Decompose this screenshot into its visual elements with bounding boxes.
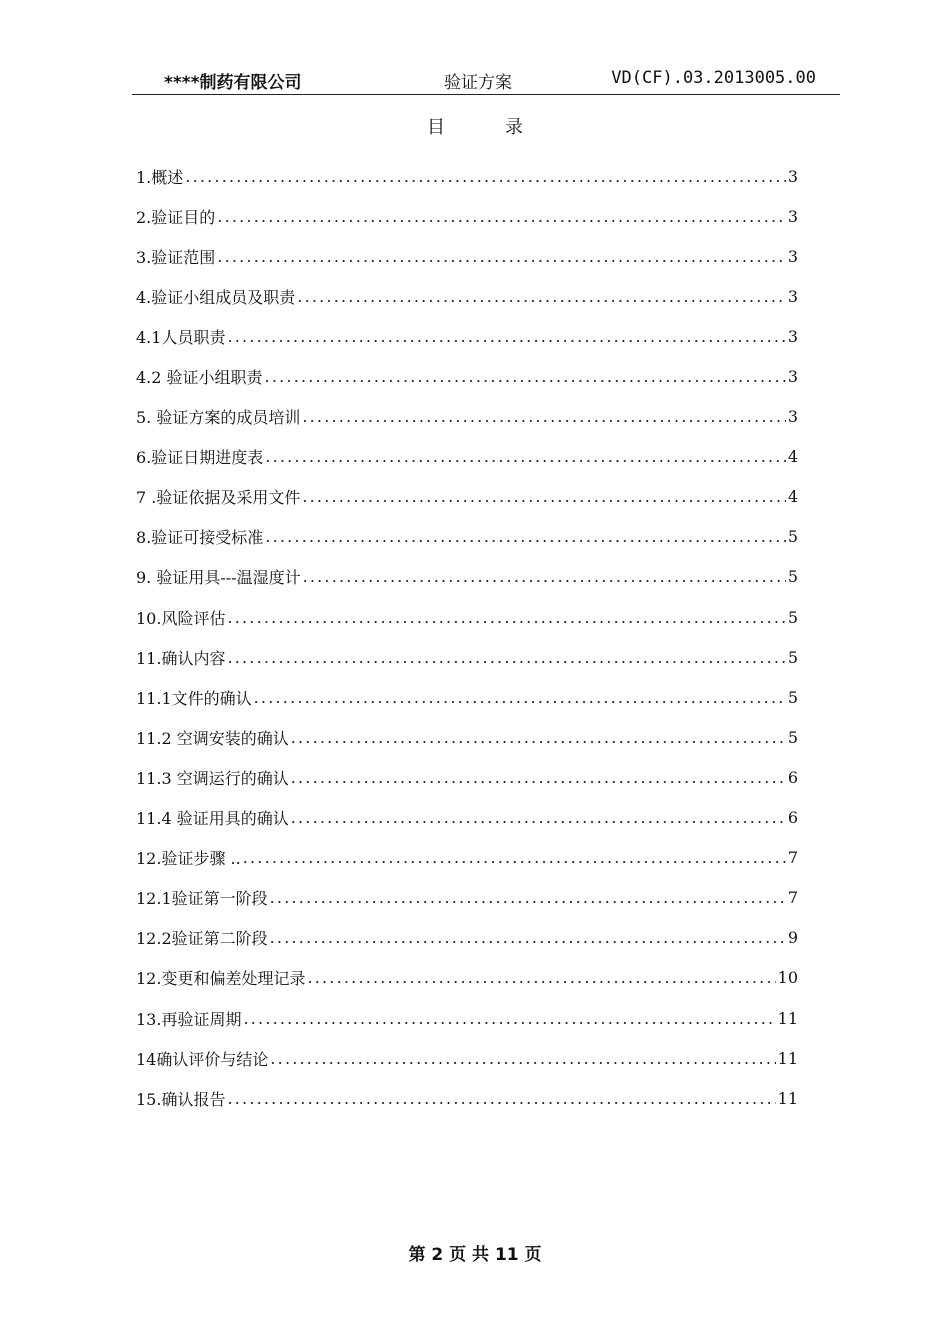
toc-entry-label: 12.1验证第一阶段 (136, 889, 268, 909)
toc-leader-dots (302, 487, 785, 506)
toc-leader-dots (217, 207, 786, 226)
table-of-contents (136, 156, 798, 1118)
toc-leader-dots (265, 527, 786, 546)
toc-entry[interactable] (136, 918, 798, 958)
toc-entry[interactable] (136, 356, 798, 396)
toc-entry-label: 7 .验证依据及采用文件 (136, 488, 301, 508)
toc-entry-page: 3 (787, 206, 798, 226)
toc-entry-label: 2.验证目的 (136, 207, 216, 227)
toc-leader-dots (227, 608, 785, 627)
toc-entry-page: 5 (787, 727, 798, 747)
toc-entry[interactable] (136, 437, 798, 477)
toc-entry[interactable] (136, 557, 798, 597)
toc-entry[interactable] (136, 1038, 798, 1078)
toc-entry[interactable] (136, 998, 798, 1038)
toc-entry[interactable] (136, 236, 798, 276)
toc-entry-page: 3 (787, 326, 798, 346)
toc-entry-label: 9. 验证用具---温湿度计 (136, 568, 301, 588)
toc-entry-label: 8.验证可接受标准 (136, 528, 264, 548)
toc-leader-dots (227, 1089, 775, 1108)
toc-leader-dots (291, 768, 786, 787)
toc-entry-page: 5 (787, 647, 798, 667)
toc-entry-label: 4.1人员职责 (136, 327, 226, 347)
toc-leader-dots (254, 688, 786, 707)
toc-entry[interactable] (136, 757, 798, 797)
toc-entry[interactable] (136, 517, 798, 557)
toc-entry-page: 4 (787, 487, 798, 507)
toc-entry-page: 3 (787, 407, 798, 427)
toc-title: 目录 (427, 117, 583, 138)
toc-entry[interactable] (136, 838, 798, 878)
toc-entry-label: 12.变更和偏差处理记录 (136, 969, 306, 989)
toc-entry[interactable] (136, 597, 798, 637)
toc-entry[interactable] (136, 316, 798, 356)
toc-entry-label: 12.验证步骤 .. (136, 849, 241, 869)
document-title: 验证方案 (444, 73, 512, 93)
toc-leader-dots (297, 287, 786, 306)
toc-leader-dots (270, 928, 786, 947)
toc-entry-label: 15.确认报告 (136, 1089, 226, 1109)
company-name: ****制药有限公司 (164, 73, 302, 93)
toc-entry[interactable] (136, 1078, 798, 1118)
toc-entry-page: 7 (787, 888, 798, 908)
toc-entry-page: 4 (787, 447, 798, 467)
toc-leader-dots (270, 1049, 775, 1068)
toc-entry[interactable] (136, 156, 798, 196)
toc-entry-page: 11 (777, 1008, 798, 1028)
toc-entry[interactable] (136, 878, 798, 918)
toc-entry-page: 3 (787, 246, 798, 266)
toc-leader-dots (303, 567, 786, 586)
toc-entry-label: 6.验证日期进度表 (136, 448, 264, 468)
toc-entry-label: 13.再验证周期 (136, 1009, 242, 1029)
toc-entry-label: 4.2 验证小组职责 (136, 368, 263, 388)
toc-entry-label: 14确认评价与结论 (136, 1049, 269, 1069)
toc-entry-page: 10 (777, 968, 798, 988)
toc-entry-label: 11.3 空调运行的确认 (136, 768, 289, 788)
toc-leader-dots (302, 407, 785, 426)
toc-leader-dots (217, 247, 786, 266)
toc-entry[interactable] (136, 637, 798, 677)
toc-leader-dots (291, 808, 786, 827)
toc-entry[interactable] (136, 196, 798, 236)
toc-leader-dots (307, 968, 775, 987)
toc-entry[interactable] (136, 958, 798, 998)
toc-leader-dots (270, 888, 786, 907)
toc-entry-label: 11.2 空调安装的确认 (136, 728, 289, 748)
toc-entry[interactable] (136, 397, 798, 437)
toc-entry-label: 5. 验证方案的成员培训 (136, 408, 301, 428)
toc-entry[interactable] (136, 798, 798, 838)
toc-leader-dots (185, 167, 786, 186)
toc-entry-page: 5 (787, 607, 798, 627)
document-code: VD(CF).03.2013005.00 (611, 68, 816, 88)
toc-entry-page: 3 (787, 286, 798, 306)
toc-leader-dots (243, 1009, 775, 1028)
toc-entry[interactable] (136, 677, 798, 717)
toc-entry-page: 6 (787, 808, 798, 828)
toc-entry-page: 9 (787, 928, 798, 948)
toc-entry[interactable] (136, 276, 798, 316)
toc-entry-page: 5 (787, 567, 798, 587)
toc-entry-label: 10.风险评估 (136, 608, 226, 628)
toc-entry-label: 11.确认内容 (136, 648, 226, 668)
toc-entry-page: 11 (777, 1088, 798, 1108)
toc-entry-label: 3.验证范围 (136, 247, 216, 267)
toc-entry-label: 4.验证小组成员及职责 (136, 287, 296, 307)
toc-entry-label: 11.1文件的确认 (136, 688, 252, 708)
toc-entry-page: 3 (787, 367, 798, 387)
toc-entry-label: 1.概述 (136, 167, 184, 187)
toc-entry-page: 7 (787, 848, 798, 868)
toc-entry-page: 3 (787, 166, 798, 186)
toc-entry-page: 11 (777, 1048, 798, 1068)
toc-leader-dots (227, 648, 785, 667)
page-header (132, 64, 840, 95)
toc-leader-dots (243, 848, 786, 867)
toc-leader-dots (291, 728, 786, 747)
toc-leader-dots (227, 327, 785, 346)
toc-entry-page: 6 (787, 767, 798, 787)
page-footer: 第 2 页 共 11 页 (408, 1245, 542, 1265)
toc-entry[interactable] (136, 477, 798, 517)
toc-entry-page: 5 (787, 687, 798, 707)
toc-leader-dots (265, 367, 786, 386)
toc-entry-label: 12.2验证第二阶段 (136, 929, 268, 949)
toc-entry-label: 11.4 验证用具的确认 (136, 809, 289, 829)
toc-leader-dots (265, 447, 786, 466)
toc-entry[interactable] (136, 717, 798, 757)
toc-entry-page: 5 (787, 527, 798, 547)
